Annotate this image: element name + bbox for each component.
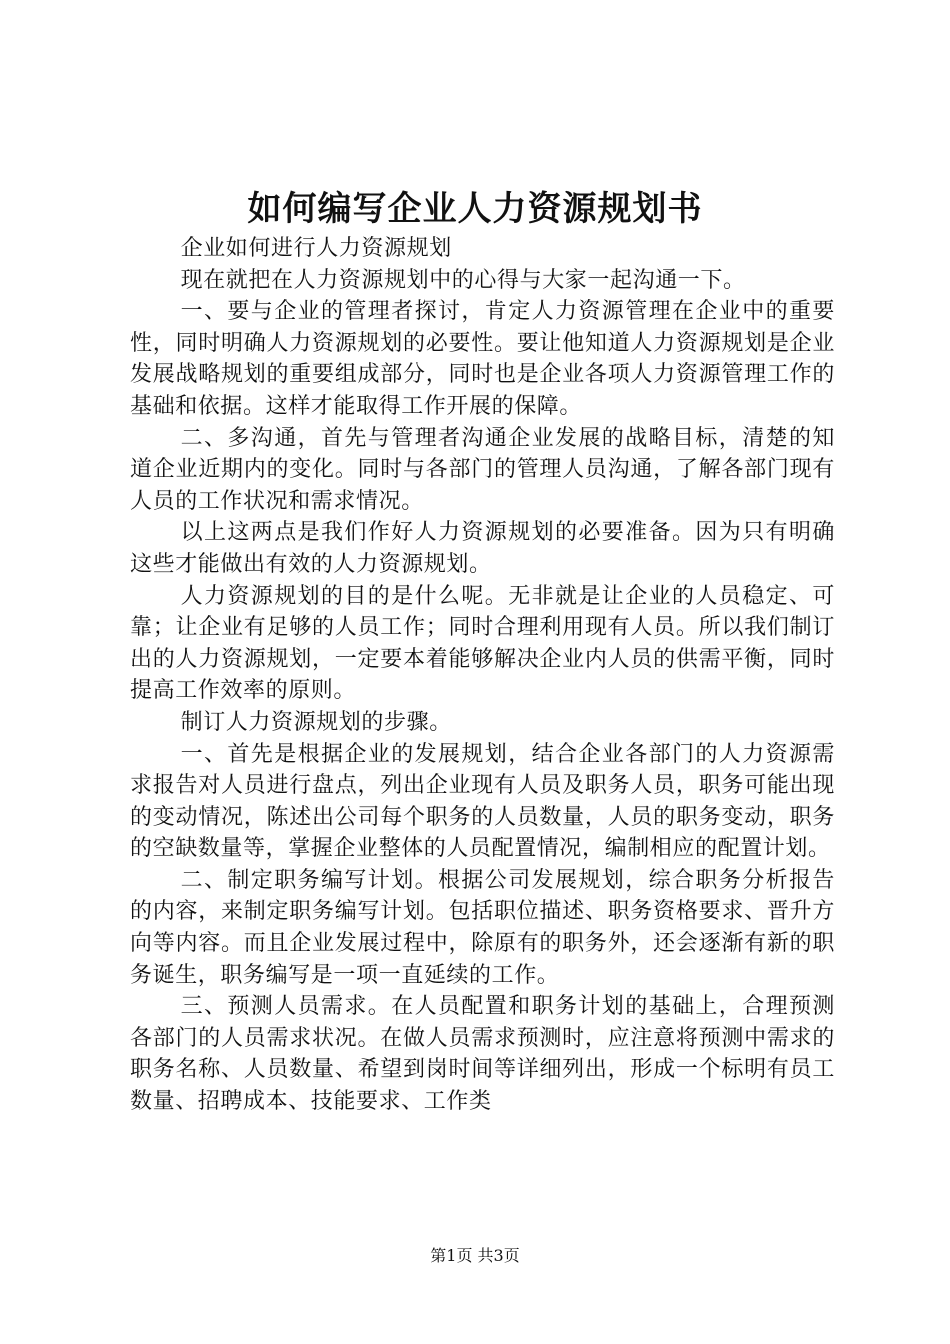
page-footer: 第1页 共3页: [430, 1246, 520, 1265]
paragraph-subtitle: 企业如何进行人力资源规划: [180, 236, 452, 261]
paragraph-summary: 以上这两点是我们作好人力资源规划的必要准备。因为只有明确这些才能做出有效的人力资源规划。: [130, 520, 835, 577]
document-body: [130, 233, 835, 1118]
paragraph-step-2: 二、制定职务编写计划。根据公司发展规划，综合职务分析报告的内容，来制定职务编写计划。包括职位描述、职务资格要求、晋升方向等内容。而且企业发展过程中，除原有的职务外，还会逐渐有新的职务诞生，职务编写是一项一直延续的工作。: [130, 867, 835, 988]
paragraph-point-1: 一、要与企业的管理者探讨，肯定人力资源管理在企业中的重要性，同时明确人力资源规划的必要性。要让他知道人力资源规划是企业发展战略规划的重要组成部分，同时也是企业各项人力资源管理工作的基础和依据。这样才能取得工作开展的保障。: [130, 299, 835, 419]
paragraph-step-3: 三、预测人员需求。在人员配置和职务计划的基础上，合理预测各部门的人员需求状况。在做人员需求预测时，应注意将预测中需求的职务名称、人员数量、希望到岗时间等详细列出，形成一个标明有员工数量、招聘成本、技能要求、工作类: [130, 994, 835, 1115]
paragraph-point-2: 二、多沟通，首先与管理者沟通企业发展的战略目标，清楚的知道企业近期内的变化。同时与各部门的管理人员沟通，了解各部门现有人员的工作状况和需求情况。: [130, 425, 835, 514]
paragraph-purpose: 人力资源规划的目的是什么呢。无非就是让企业的人员稳定、可靠；让企业有足够的人员工作；同时合理利用现有人员。所以我们制订出的人力资源规划，一定要本着能够解决企业内人员的供需平衡，同时提高工作效率的原则。: [130, 583, 835, 704]
paragraph-step-1: 一、首先是根据企业的发展规划，结合企业各部门的人力资源需求报告对人员进行盘点，列出企业现有人员及职务人员，职务可能出现的变动情况，陈述出公司每个职务的人员数量，人员的职务变动，职务的空缺数量等，掌握企业整体的人员配置情况，编制相应的配置计划。: [130, 741, 835, 862]
paragraph-steps-heading: 制订人力资源规划的步骤。: [180, 709, 452, 735]
paragraph-intro: 现在就把在人力资源规划中的心得与大家一起沟通一下。: [180, 267, 746, 293]
document-title: 如何编写企业人力资源规划书: [247, 189, 703, 229]
